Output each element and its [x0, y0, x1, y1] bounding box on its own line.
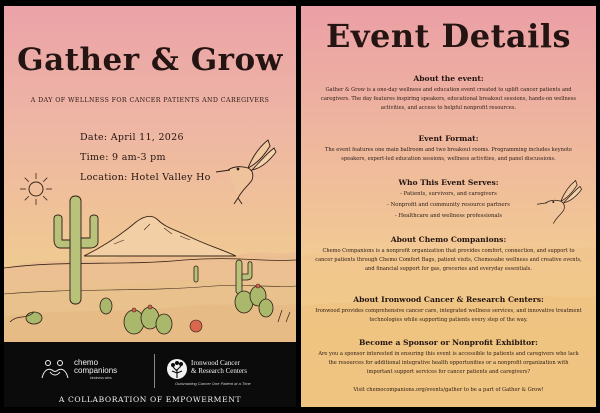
event-time: Time: 9 am-3 pm	[80, 152, 166, 163]
event-details-panel	[301, 6, 596, 407]
hummingbird-icon-small	[537, 174, 589, 230]
ironwood-tree-icon	[166, 358, 188, 380]
serves-item-3: - Healthcare and wellness professionals	[395, 213, 502, 219]
chemo-companions-tagline: kindness wins	[90, 376, 112, 380]
chemo-companions-name-line2: companions	[74, 366, 118, 375]
desert-illustration	[4, 194, 296, 344]
sponsor-heading: Become a Sponsor or Nonprofit Exhibitor:	[359, 338, 538, 347]
ironwood-tagline: Outsmarting Cancer One Patient at a Time	[175, 381, 251, 386]
serves-item-1: - Patients, survivors, and caregivers	[400, 191, 497, 197]
sponsor-link[interactable]: Visit chemocompanions.org/events/gather to be a part of Gather & Grow!	[353, 387, 544, 393]
ironwood-name: Ironwood Cancer	[191, 359, 240, 367]
ironwood-heading: About Ironwood Cancer & Research Centers:	[353, 295, 544, 304]
logo-divider	[154, 354, 155, 388]
format-body: The event features one main ballroom and two breakout rooms. Programming includes keynote speakers, expert-led education sessions, wellness activities, and panel discussions.	[324, 147, 573, 162]
event-title: Gather & Grow	[17, 42, 283, 78]
event-date: Date: April 11, 2026	[80, 132, 184, 143]
format-heading: Event Format:	[418, 134, 479, 143]
serves-item-2: - Nonprofit and community resource partners	[387, 202, 510, 208]
chemo-body: Chemo Companions is a nonprofit organization that provides comfort, connection, and support to cancer patients through Chemo Comfort Bags, patient visits, Chemosabe wellness and creative events, and financial support for gas, groceries and everyday essentials.	[315, 248, 582, 272]
chemo-companions-logo-icon	[40, 358, 70, 380]
chemo-heading: About Chemo Companions:	[390, 235, 507, 244]
serves-heading: Who This Event Serves:	[398, 178, 499, 187]
collaboration-tagline: A COLLABORATION OF EMPOWERMENT	[58, 395, 242, 404]
flyer-front-panel	[4, 6, 296, 407]
about-event-heading: About the event:	[413, 74, 484, 83]
sponsor-body: Are you a sponsor interested in ensuring this event is accessible to patients and caregivers who lack the resources for additional integrative health opportunities or a nonprofit organization with important support services for cancer patients and caregivers?	[318, 351, 579, 375]
about-event-body: Gather & Grow is a one-day wellness and education event created to uplift cancer patients and caregivers. The day features inspiring speakers, educational breakout sessions, hands-on wellness activities, and access to helpful nonprofit resources.	[320, 87, 577, 111]
details-title: Event Details	[326, 17, 571, 55]
event-location: Location: Hotel Valley Ho	[80, 172, 211, 183]
event-subtitle: A DAY OF WELLNESS FOR CANCER PATIENTS AND CAREGIVERS	[30, 97, 270, 104]
chemo-companions-name: chemo	[74, 358, 99, 367]
ironwood-name-line2: & Research Centers	[191, 367, 247, 375]
ironwood-body: Ironwood provides comprehensive cancer care, integrated wellness services, and innovative treatment technologies while supporting patients every step of the way.	[315, 308, 582, 323]
